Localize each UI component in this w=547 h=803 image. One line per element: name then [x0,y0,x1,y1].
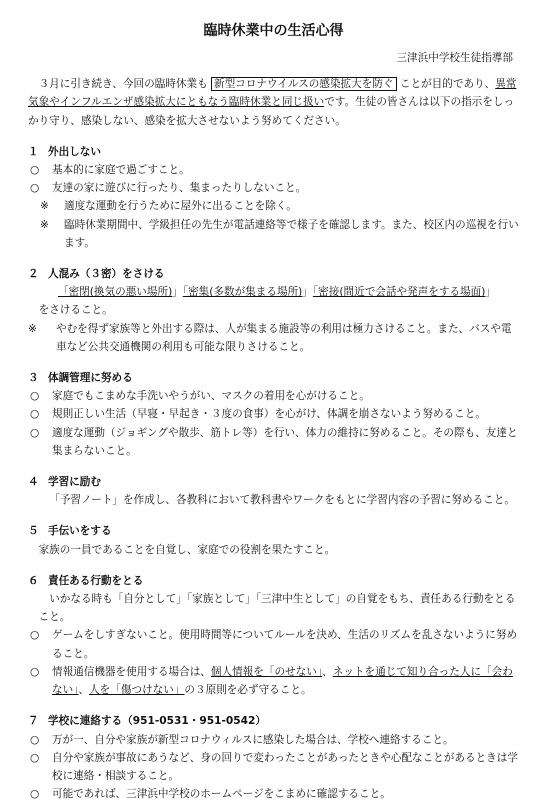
note-marker: ※ [28,322,37,335]
circle-marker: ○ [30,733,40,746]
list-item: ○ ゲームをしすぎないこと。使用時間等についてルールを決め、生活のリズムを乱さないように努めること。 [28,626,519,662]
rule-no-hurt: 人を「傷つけない」 [89,684,185,697]
section-1 [28,143,519,252]
document-title: 臨時休業中の生活心得 [203,23,344,39]
list-item: ○ 友達の家に遊びに行ったり、集まったりしないこと。 [28,179,519,197]
list-item: ○ 万が一、自分や家族が新型コロナウィルスに感染した場合は、学校へ連絡すること。 [28,731,519,749]
note-marker: ※ [40,218,49,231]
section-title: 体調管理に努める [48,372,133,385]
list-item: ○ 自分や家族が事故にあうなど、身の回りで変わったことがあったときや心配なことがあるときは学校に連絡・相談すること。 [28,749,519,785]
closed-space-phrase: 「密閉(換気の悪い場所) [58,286,173,299]
intro-boxed-phrase: 新型コロナウイルスの感染拡大を防ぐ [211,77,396,91]
section-4 [28,473,519,509]
circle-marker: ○ [30,751,40,764]
note-item: ※ 臨時休業期間中、学級担任の先生が電話連絡等で様子を確認します。また、校区内の巡視を行います。 [28,216,519,252]
intro-underlined-phrase: 異常気象やインフルエンザ感染拡大にともなう臨時休業と同じ扱い [28,78,517,109]
section-text: 「予習ノート」を作成し、各教科において教科書やワークをもとに学習内容の予習に努めること。 [49,494,515,507]
section-heading [28,369,519,387]
note-item: ※ 適度な運動を行うために屋外に出ることを除く。 [28,197,519,215]
section-title: 人混み（３密）をさける [48,268,165,281]
circle-marker: ○ [30,629,40,642]
rule-no-meet: ネットを通じて知り合った人に「会わない」 [52,665,513,697]
intro-text-2: ことが目的であり、 [399,78,496,91]
close-contact-phrase: 「密接(間近で会話や発声をする場面) [312,286,486,299]
section-text: 家族の一員であることを自覚し、家庭での役割を果たすこと。 [38,543,336,556]
section-3 [28,369,519,460]
list-item: ○ 情報通信機器を使用する場合は、個人情報を「のせない」、ネットを通じて知り合った人に「会わない」、人を「傷つけない」の３原則を必ず守ること。 [28,663,519,699]
section-heading [28,265,519,283]
circle-marker: ○ [30,426,40,439]
crowded-place-phrase: 「密集(多数が集まる場所) [182,286,303,299]
section-6 [28,572,519,699]
intro-text-1: ３月に引き続き、今回の臨時休業も [38,78,208,91]
list-item: ○ 規則正しい生活（早寝・早起き・３度の食事）を心がけ、体調を崩さないよう努めること。 [28,405,519,423]
rule-no-post: 個人情報を「のせない」 [210,665,323,678]
section-title: 外出しない [48,145,101,158]
section-heading [28,473,519,491]
circle-marker: ○ [30,164,40,177]
section-title: 学校に連絡する（951-0531・951-0542） [48,715,266,728]
section-text: いかなる時も「自分として」「家族として」「三津中生として」の自覚をもち、責任ある行動をとること。 [38,593,516,624]
circle-marker: ○ [30,665,40,678]
section-title: 責任ある行動をとる [48,574,144,587]
section-title: 学習に励む [48,476,101,489]
note-marker: ※ [40,200,49,213]
list-item: ○ 家庭でもこまめな手洗いやうがい、マスクの着用を心がけること。 [28,387,519,405]
section-heading [28,712,519,730]
section-number: ２ [28,268,39,281]
list-item: ○ 適度な運動（ジョギングや散歩、筋トレ等）を行い、体力の維持に努めること。その際も、友達と集まらないこと。 [28,424,519,460]
section-number: ５ [28,525,39,538]
list-item: ○ 基本的に家庭で過ごすこと。 [28,161,519,179]
circle-marker: ○ [30,788,40,801]
circle-marker: ○ [30,408,40,421]
note-item: ※ やむを得ず家族等と外出する際は、人が集まる施設等の利用は極力さけること。また、バスや電車など公共交通機関の利用も可能な限りさけること。 [28,320,519,356]
circle-marker: ○ [30,390,40,403]
section-number: ４ [28,476,39,489]
section-number: ６ [28,574,39,587]
three-c-line: 「密閉(換気の悪い場所)」「密集(多数が集まる場所)」「密接(間近で会話や発声をする場面)」 [58,286,496,299]
list-item: ○ 可能であれば、三津浜中学校のホームページをこまめに確認すること。 [28,785,519,803]
section-text: をさけること。 [38,304,113,317]
section-5 [28,522,519,558]
section-number: １ [28,145,39,158]
section-7 [28,712,519,803]
section-2 [28,265,519,356]
document-author: 三津浜中学校生徒指導部 [396,52,513,64]
section-heading [28,143,519,161]
intro-paragraph [28,75,519,130]
section-title: 手伝いをする [48,525,112,538]
section-heading [28,522,519,540]
intro-text-3: です。生徒の皆さんは以下の指示をしっかり守り、感染しない、感染を拡大させないよう努めてください。 [28,96,515,127]
section-number: ７ [28,715,39,728]
circle-marker: ○ [30,182,40,195]
section-heading [28,572,519,590]
section-number: ３ [28,372,39,385]
